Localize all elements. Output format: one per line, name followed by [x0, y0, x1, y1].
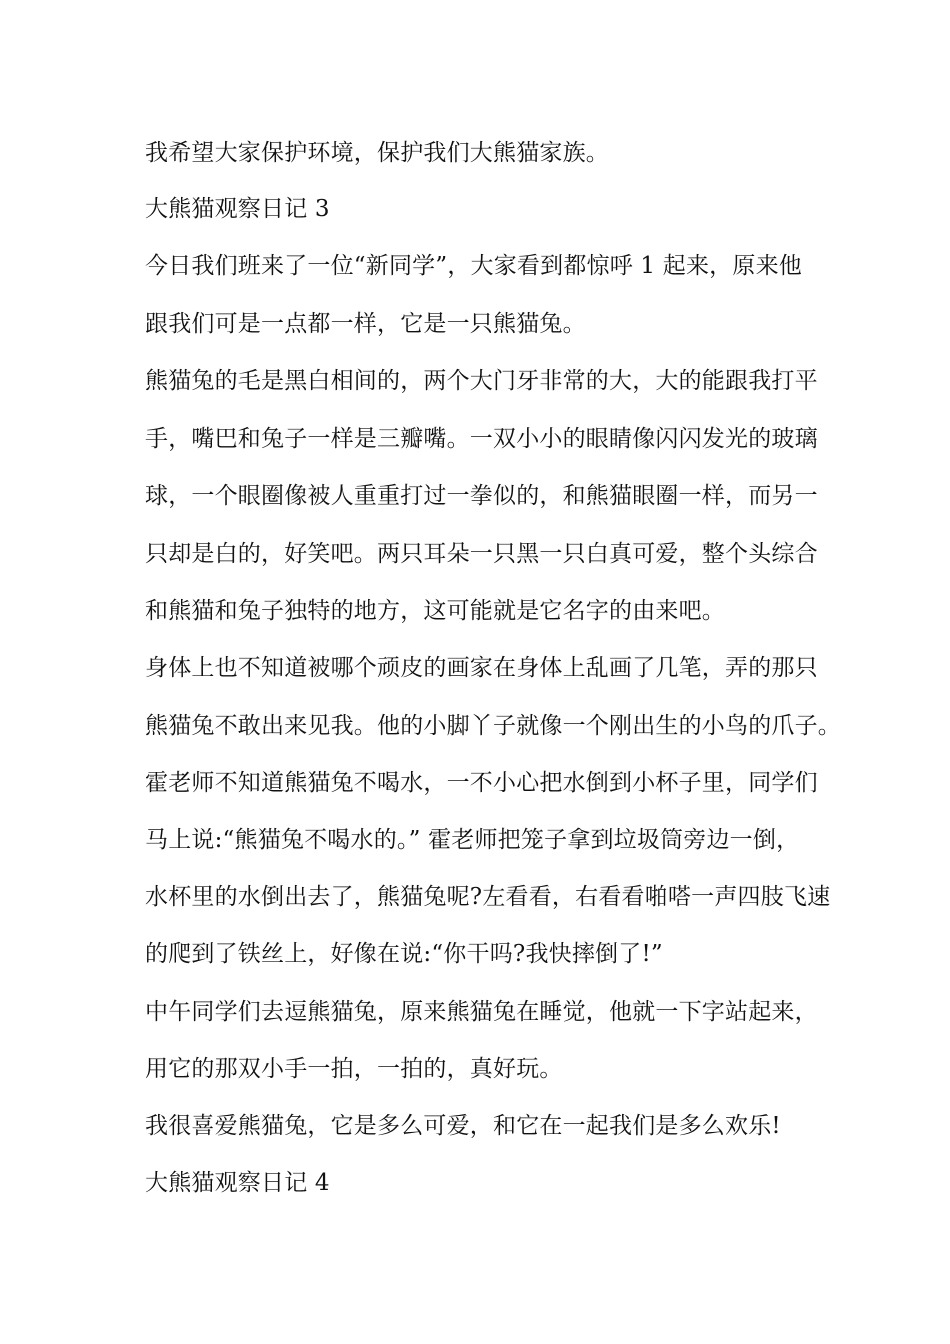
- text-line: 马上说:“熊猫兔不喝水的。” 霍老师把笼子拿到垃圾筒旁边一倒，: [145, 827, 800, 853]
- text-line: 只却是白的，好笑吧。两只耳朵一只黑一只白真可爱，整个头综合: [145, 541, 818, 567]
- text-line: 球，一个眼圈像被人重重打过一拳似的，和熊猫眼圈一样，而另一: [145, 483, 818, 509]
- text-line: 手，嘴巴和兔子一样是三瓣嘴。一双小小的眼睛像闪闪发光的玻璃: [145, 426, 818, 452]
- text-line: 中午同学们去逗熊猫兔，原来熊猫兔在睡觉，他就一下字站起来，: [145, 999, 818, 1025]
- text-line: 今日我们班来了一位“新同学”，大家看到都惊呼 1 起来，原来他: [145, 253, 802, 279]
- text-line: 身体上也不知道被哪个顽皮的画家在身体上乱画了几笔，弄的那只: [145, 655, 818, 681]
- text-line: 和熊猫和兔子独特的地方，这可能就是它名字的由来吧。: [145, 598, 725, 624]
- text-line: 熊猫兔不敢出来见我。他的小脚丫子就像一个刚出生的小鸟的爪子。: [145, 713, 841, 739]
- text-line: 我很喜爱熊猫兔，它是多么可爱，和它在一起我们是多么欢乐!: [145, 1113, 781, 1139]
- text-line: 的爬到了铁丝上，好像在说:“你干吗?我快摔倒了!”: [145, 941, 663, 967]
- text-line: 跟我们可是一点都一样，它是一只熊猫兔。: [145, 311, 586, 337]
- text-line: 霍老师不知道熊猫兔不喝水，一不小心把水倒到小杯子里，同学们: [145, 770, 818, 796]
- section-heading: 大熊猫观察日记 3: [145, 196, 330, 222]
- text-line: 我希望大家保护环境，保护我们大熊猫家族。: [145, 140, 609, 166]
- text-line: 熊猫兔的毛是黑白相间的，两个大门牙非常的大，大的能跟我打平: [145, 368, 818, 394]
- section-heading: 大熊猫观察日记 4: [145, 1170, 330, 1196]
- text-line: 用它的那双小手一拍，一拍的，真好玩。: [145, 1056, 563, 1082]
- text-line: 水杯里的水倒出去了，熊猫兔呢?左看看，右看看啪嗒一声四肢飞速: [145, 884, 831, 910]
